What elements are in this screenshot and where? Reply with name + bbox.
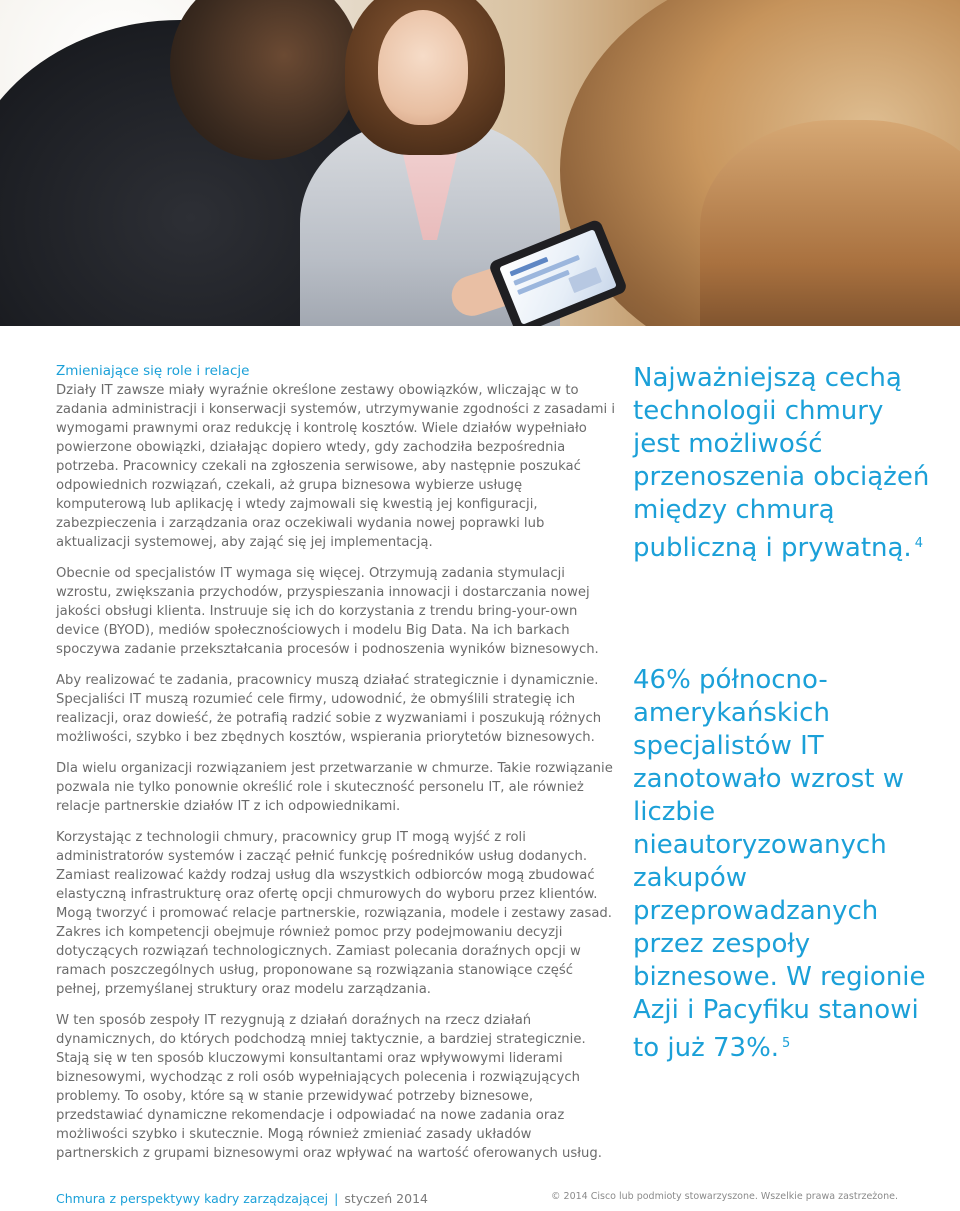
pull-quote-text: Najważniejszą cechą technologii chmury jest możliwość przenoszenia obciążeń między chmurą publiczną i prywatną. — [633, 363, 930, 563]
paragraph-6: W ten sposób zespoły IT rezygnują z działań doraźnych na rzecz działań dynamicznych, do których podchodzą mniej taktycznie, a bardziej strategicznie. Stają się w ten sposób kluczowymi konsultantami oraz wpływowymi liderami biznesowymi, wychodząc z roli osób wypełniających polecenia i rozwiązujących problemy. To osoby, które są w stanie przewidywać potrzeby biznesowe, przedstawiać dynamiczne rekomendacje i odpowiadać na nowe zadania oraz możliwości szybko i skutecznie. Mogą również zmieniać zasady układów partnerskich z grupami biznesowymi oraz wpływać na wartość oferowanych usług. — [56, 1013, 602, 1161]
paragraph-3: Aby realizować te zadania, pracownicy muszą działać strategicznie i dynamicznie. Specjaliści IT muszą rozumieć cele firmy, udowodnić, że obmyślili strategię ich realizacji, oraz dowieść, że potrafią radzić sobie z wyzwaniami i poszukują różnych możliwości, szybko i bez zbędnych kosztów, wspierania priorytetów biznesowych. — [56, 673, 602, 745]
footer-separator: | — [334, 1191, 339, 1206]
pull-quote — [633, 362, 933, 565]
paragraph-5: Korzystając z technologii chmury, pracownicy grup IT mogą wyjść z roli administratorów systemów i zacząć pełnić funkcję pośredników usług dodanych. Zamiast realizować każdy rodzaj usług dla wszystkich odbiorców mogą zbudować elastyczną infrastrukturę oraz ofertę opcji chmurowych do wyboru przez klientów. Mogą tworzyć i promować relacje partnerskie, rozwiązania, modele i zestawy zasad. Zakres ich kompetencji obejmuje również pomoc przy podejmowaniu decyzji dotyczących rozwiązań technologicznych. Zamiast polecania doraźnych opcji w ramach poszczególnych usług, proponowane są rozwiązania stanowiące część pełnej, przemyślanej struktury oraz modelu zarządzania. — [56, 830, 612, 997]
page-footer — [56, 1190, 916, 1208]
paragraph-2: Obecnie od specjalistów IT wymaga się więcej. Otrzymują zadania stymulacji wzrostu, zwiększania przychodów, przyspieszania innowacji i dostarczania nowej jakości obsługi klienta. Instruuje się ich do korzystania z trendu bring-your-own device (BYOD), mediów społecznościowych i modelu Big Data. Na ich barkach spoczywa zadanie przekształcania procesów i podnoszenia wyników biznesowych. — [56, 566, 599, 657]
statistic-footnote: 5 — [782, 1036, 791, 1051]
statistic-text: 46% północno-amerykańskich specjalistów IT zanotowało wzrost w liczbie nieautoryzowanych zakupów przeprowadzanych przez zespoły biznesowe. W regionie Azji i Pacyfiku stanowi to już 73%. — [633, 665, 926, 1063]
footer-doc-title: Chmura z perspektywy kadry zarządzającej — [56, 1191, 329, 1206]
statistic-callout — [633, 664, 933, 1065]
footer-copyright: © 2014 Cisco lub podmioty stowarzyszone. Wszelkie prawa zastrzeżone. — [551, 1191, 898, 1202]
main-text-column — [56, 362, 616, 1175]
footer-date: styczeń 2014 — [344, 1191, 428, 1206]
section-title: Zmieniające się role i relacje — [56, 363, 250, 379]
paragraph-4: Dla wielu organizacji rozwiązaniem jest przetwarzanie w chmurze. Takie rozwiązanie pozwala nie tylko ponownie określić role i skuteczność personelu IT, ale również relacje partnerskie działów IT z ich odpowiednikami. — [56, 761, 613, 814]
staircase-shape-lower — [700, 120, 960, 326]
sidebar-callouts — [633, 362, 933, 1063]
hero-photo — [0, 0, 960, 326]
paragraph-1: Działy IT zawsze miały wyraźnie określone zestawy obowiązków, wliczając w to zadania administracji i konserwacji systemów, utrzymywanie zgodności z zasadami i wymogami prawnymi oraz redukcję i kontrolę kosztów. Wiele działów wypełniało powierzone obowiązki, działając dopiero wtedy, gdy zachodziła bezpośrednia potrzeba. Pracownicy czekali na zgłoszenia serwisowe, aby następnie poszukać odpowiednich rozwiązań, czekali, aż grupa biznesowa wybierze usługę komputerową lub aplikację i wtedy zajmowali się kwestią jej konfiguracji, zabezpieczenia i zarządzania oraz oczekiwali wydania nowej poprawki lub aktualizacji systemowej, aby zająć się jej implementacją. — [56, 383, 616, 550]
pull-quote-footnote: 4 — [914, 536, 923, 551]
woman-face — [378, 10, 468, 125]
